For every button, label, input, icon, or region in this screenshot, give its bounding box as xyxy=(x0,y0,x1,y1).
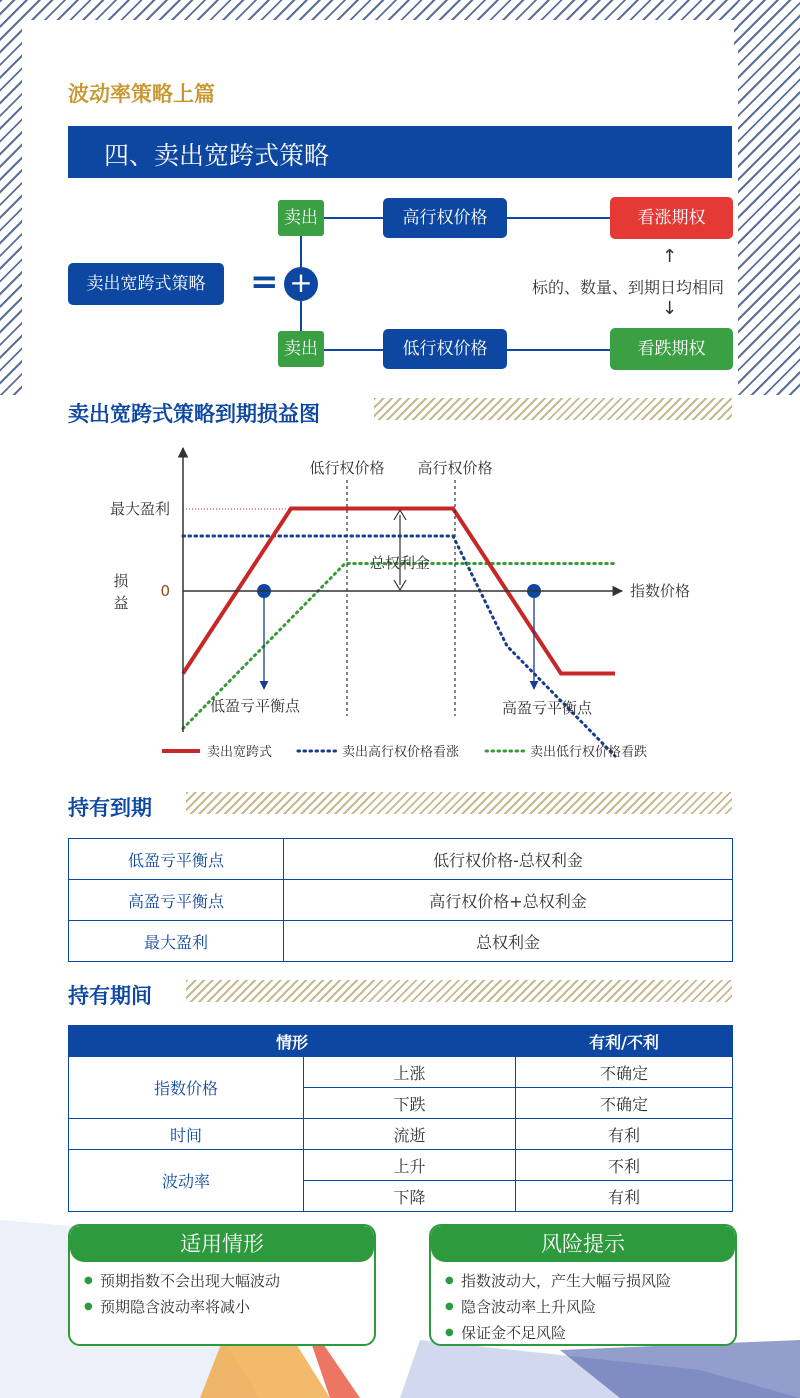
change-cell: 下降 xyxy=(304,1181,516,1212)
chart-heading: 卖出宽跨式策略到期损益图 xyxy=(68,402,320,426)
effect-cell: 不确定 xyxy=(516,1057,733,1088)
expiry-table xyxy=(68,838,733,962)
chart-heading-hatch xyxy=(374,398,732,420)
apply-card-title: 适用情形 xyxy=(70,1226,374,1262)
group-label-index: 指数价格 xyxy=(69,1057,304,1119)
col-effect: 有利/不利 xyxy=(516,1026,733,1057)
low-strike-box: 低行权价格 xyxy=(383,329,507,369)
table-row xyxy=(69,921,733,962)
tick-label-low-strike: 低行权价格 xyxy=(309,459,385,477)
chart-legend xyxy=(162,744,647,760)
risk-card-title: 风险提示 xyxy=(431,1226,735,1262)
effect-cell: 有利 xyxy=(516,1181,733,1212)
change-cell: 上涨 xyxy=(304,1057,516,1088)
expiry-label-max: 最大盈利 xyxy=(69,921,284,962)
tick-label-max-profit: 最大盈利 xyxy=(109,500,170,518)
high-strike-box: 高行权价格 xyxy=(383,198,507,238)
effect-cell: 有利 xyxy=(516,1119,733,1150)
right-stripe-decoration xyxy=(738,0,800,395)
y-axis-label: 损益 xyxy=(113,572,129,612)
risk-list xyxy=(431,1268,735,1346)
title-bar xyxy=(68,126,732,178)
legend-label-put: 卖出低行权价格看跌 xyxy=(530,745,648,760)
table-row xyxy=(69,1057,733,1088)
table-row xyxy=(69,880,733,921)
plus-icon: + xyxy=(284,267,318,301)
effect-cell: 不利 xyxy=(516,1150,733,1181)
holding-table xyxy=(68,1025,733,1212)
expiry-heading: 持有到期 xyxy=(68,796,152,820)
same-terms-note: 标的、数量、到期日均相同 xyxy=(532,278,725,297)
table-row xyxy=(69,839,733,880)
apply-list xyxy=(70,1268,374,1320)
tick-label-zero: 0 xyxy=(160,582,170,600)
arrow-down-icon: ↓ xyxy=(662,298,678,319)
equals-sign: = xyxy=(250,262,279,302)
list-item: ● 保证金不足风险 xyxy=(461,1320,735,1346)
call-option-box: 看涨期权 xyxy=(610,197,733,239)
col-situation: 情形 xyxy=(69,1026,516,1057)
page-kicker: 波动率策略上篇 xyxy=(68,82,215,106)
effect-cell: 不确定 xyxy=(516,1088,733,1119)
holding-heading-hatch xyxy=(186,980,732,1002)
list-item: ● 预期隐含波动率将减小 xyxy=(100,1294,374,1320)
table-row xyxy=(69,1119,733,1150)
annotation-low-breakeven: 低盈亏平衡点 xyxy=(209,697,301,715)
put-option-box: 看跌期权 xyxy=(610,328,733,370)
group-label-time: 时间 xyxy=(69,1119,304,1150)
arrow-up-icon: ↑ xyxy=(662,246,678,267)
table-row xyxy=(69,1150,733,1181)
holding-heading: 持有期间 xyxy=(68,984,152,1008)
legend-label-strangle: 卖出宽跨式 xyxy=(207,745,273,760)
strategy-box: 卖出宽跨式策略 xyxy=(68,263,224,305)
expiry-heading-hatch xyxy=(186,792,732,814)
change-cell: 上升 xyxy=(304,1150,516,1181)
payoff-chart xyxy=(0,440,800,770)
expiry-value-max: 总权利金 xyxy=(284,921,733,962)
tick-label-high-strike: 高行权价格 xyxy=(417,459,493,477)
expiry-value-high: 高行权价格+总权利金 xyxy=(284,880,733,921)
change-cell: 流逝 xyxy=(304,1119,516,1150)
risk-card xyxy=(429,1224,737,1346)
table-header-row xyxy=(69,1026,733,1057)
page-title: 四、卖出宽跨式策略 xyxy=(104,141,330,170)
x-axis-label: 指数价格 xyxy=(630,582,691,600)
apply-card xyxy=(68,1224,376,1346)
expiry-label-low: 低盈亏平衡点 xyxy=(69,839,284,880)
annotation-high-breakeven: 高盈亏平衡点 xyxy=(501,699,593,717)
group-label-vol: 波动率 xyxy=(69,1150,304,1212)
annotation-premium: 总权利金 xyxy=(369,554,431,572)
list-item: ● 预期指数不会出现大幅波动 xyxy=(100,1268,374,1294)
sell-bottom-box: 卖出 xyxy=(278,331,324,367)
expiry-value-low: 低行权价格-总权利金 xyxy=(284,839,733,880)
list-item: ● 指数波动大，产生大幅亏损风险 xyxy=(461,1268,735,1294)
sell-top-box: 卖出 xyxy=(278,200,324,236)
legend-label-call: 卖出高行权价格看涨 xyxy=(342,745,460,760)
expiry-label-high: 高盈亏平衡点 xyxy=(69,880,284,921)
list-item: ● 隐含波动率上升风险 xyxy=(461,1294,735,1320)
change-cell: 下跌 xyxy=(304,1088,516,1119)
